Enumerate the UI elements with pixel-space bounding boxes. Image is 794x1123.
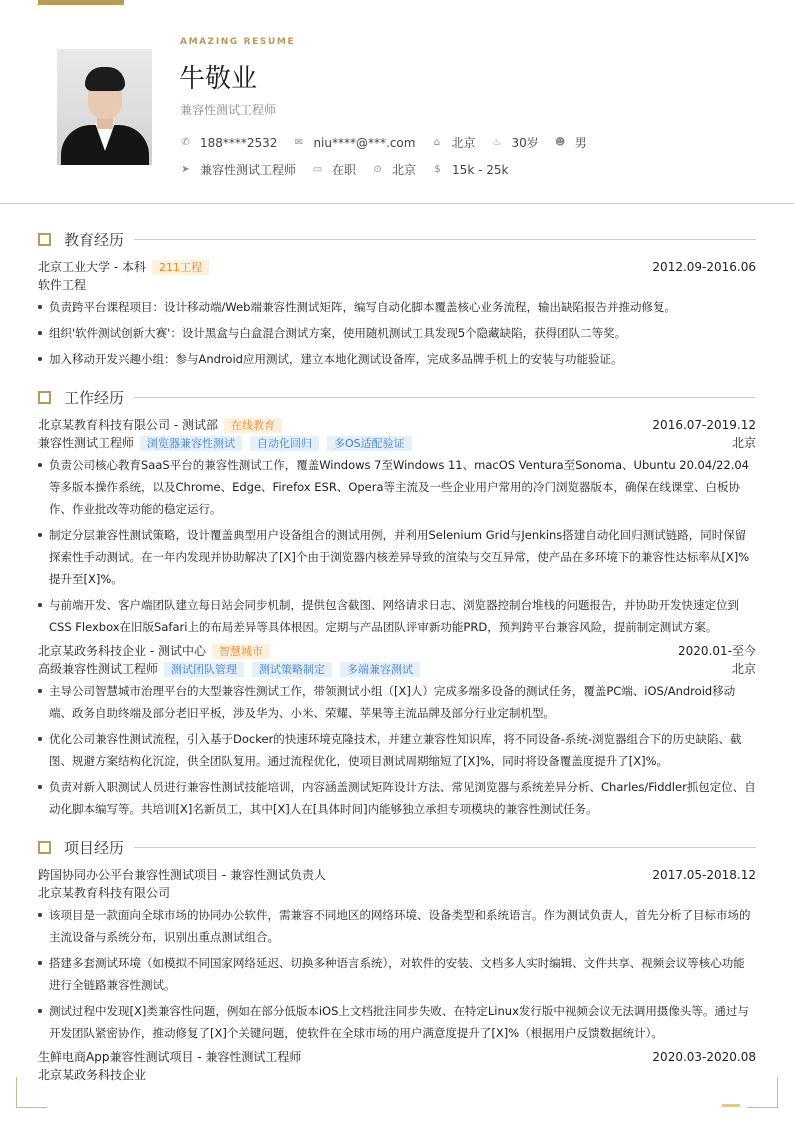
skill-tag: 自动化回归 [250,436,319,451]
info-item [180,136,277,150]
job-bullets [38,680,756,820]
projects-section [38,834,756,1084]
candidate-name: 牛敬业 [179,64,258,94]
project-name: 跨国协同办公平台兼容性测试项目 - 兼容性测试负责人 [38,868,326,882]
contact-row [180,134,603,151]
education-section [38,226,756,370]
work-section [38,384,756,820]
info-text: 30岁 [511,136,539,150]
project-row [38,1048,756,1066]
skill-tag: 浏览器兼容性测试 [140,436,242,451]
job-company-row [38,642,756,660]
send-icon: ➤ [181,164,190,175]
info-text: 男 [574,136,587,150]
list-item: 与前端开发、客户端团队建立每日站会同步机制，提供包含截图、网络请求日志、浏览器控制台堆栈的问题报告，并协助开发快速定位到CSS Flexbox在旧版Safari上的布局差异等具体根因。定期与产品团队评审新功能PRD，预判跨平台兼容风险，提前制定测试方案。 [38,594,756,638]
info-text: 15k - 25k [452,162,509,177]
section-title: 项目经历 [64,838,125,857]
corner-decoration [747,1077,778,1108]
header-divider [0,203,794,204]
list-item: 加入移动开发兴趣小组：参与Android应用测试，建立本地化测试设备库，完成多品牌手机上的安装与功能验证。 [38,348,756,370]
section-header [38,834,756,860]
company-tag: 在线教育 [224,418,282,433]
project-bullets [38,904,756,1044]
skill-tag: 多端兼容测试 [340,662,420,677]
info-item [432,163,508,177]
job-role: 高级兼容性测试工程师 [38,662,159,676]
education-bullets [38,296,756,370]
project-entry [38,1048,756,1084]
list-item: 测试过程中发现[X]类兼容性问题，例如在部分低版本iOS上文档批注同步失败、在特定Linux发行版中视频会议无法调用摄像头等。通过与开发团队紧密协作，推动修复了[X]个关键问题，使软件在全球市场的用户满意度提升了[X]%（根据用户反馈数据统计）。 [38,1000,756,1044]
info-item [180,161,296,178]
education-row [38,258,756,276]
school-tag: 211工程 [152,260,209,275]
cake-icon: ♨ [492,137,502,148]
gender-icon: ☻ [555,137,566,148]
school-name: 北京工业大学 - 本科 [38,260,146,274]
job-role-row [38,660,756,678]
list-item: 负责公司核心教育SaaS平台的兼容性测试工作，覆盖Windows 7至Windows 11、macOS Ventura至Sonoma、Ubuntu 20.04/22.04等多版本操作系统，以及Chrome、Edge、Firefox ESR、Opera等主流及一些企业用户常用的冷门浏览器版本，确保在线课堂、白板协作、作业批改等功能的稳定运行。 [38,454,756,520]
candidate-title: 兼容性测试工程师 [180,103,277,117]
company-tag: 智慧城市 [212,644,270,659]
page-marker [722,1104,740,1107]
info-text: 在职 [332,163,357,177]
job-city: 北京 [731,662,756,676]
info-text: 兼容性测试工程师 [200,163,297,177]
company-name: 北京某政务科技企业 - 测试中心 [38,644,206,658]
job-entry [38,416,756,638]
job-date: 2020.01-至今 [678,644,756,658]
info-item [293,136,415,150]
job-city: 北京 [731,436,756,450]
project-date: 2020.03-2020.08 [652,1050,756,1064]
section-rule [134,239,756,240]
info-text: 北京 [392,163,417,177]
major: 软件工程 [38,278,87,292]
list-item: 优化公司兼容性测试流程，引入基于Docker的快速环境克隆技术，并建立兼容性知识库，将不同设备-系统-浏览器组合下的历史缺陷、截图、规避方案结构化沉淀，供全团队复用。通过流程优化，使项目测试周期缩短了[X]%，同时将设备覆盖度提升了[X]%。 [38,728,756,772]
info-item [312,161,356,178]
section-title: 工作经历 [64,388,125,407]
section-square-icon [38,233,51,246]
project-date: 2017.05-2018.12 [652,868,756,882]
section-header [38,384,756,410]
project-entry [38,866,756,1044]
section-square-icon [38,391,51,404]
resume-label: AMAZING RESUME [180,37,296,47]
info-text: 北京 [451,136,476,150]
list-item: 主导公司智慧城市治理平台的大型兼容性测试工作，带领测试小组（[X]人）完成多端多设备的测试任务，覆盖PC端、iOS/Android移动端、政务自助终端及部分老旧平板，涉及华为、小米、荣耀、苹果等主流品牌及部分行业定制机型。 [38,680,756,724]
list-item: 搭建多套测试环境（如模拟不同国家网络延迟、切换多种语言系统），对软件的安装、文档多人实时编辑、文件共享、视频会议等核心功能进行全链路兼容性测试。 [38,952,756,996]
list-item: 组织'软件测试创新大赛'：设计黑盒与白盒混合测试方案，使用随机测试工具发现5个隐藏缺陷，获得团队二等奖。 [38,322,756,344]
job-entry [38,642,756,820]
mail-icon: ✉ [294,137,304,148]
briefcase-icon: ▭ [312,164,323,175]
profile-photo [57,49,152,165]
section-rule [134,847,756,848]
section-header [38,226,756,252]
section-square-icon [38,841,51,854]
job-role: 兼容性测试工程师 [38,436,135,450]
section-title: 教育经历 [64,230,125,249]
location-icon: ⊙ [373,164,382,175]
corner-decoration [16,1077,47,1108]
phone-icon: ✆ [181,137,190,148]
top-accent-bar [38,0,124,5]
company-name: 北京某教育科技有限公司 - 测试部 [38,418,218,432]
info-text: niu****@***.com [313,135,416,150]
info-text: 188****2532 [200,135,278,150]
list-item: 制定分层兼容性测试策略，设计覆盖典型用户设备组合的测试用例，并利用Selenium Grid与Jenkins搭建自动化回归测试链路，同时保留探索性手动测试。在一年内发现并协助解决了[X]个由于浏览器内核差异导致的渲染与交互异常，使产品在多环境下的兼容性达标率从[X]%提升至[X]%。 [38,524,756,590]
info-item [431,134,475,151]
project-org: 北京某政务科技企业 [38,1068,147,1082]
salary-icon: $ [434,164,441,175]
job-bullets [38,454,756,638]
section-rule [134,397,756,398]
resume-body [38,226,756,1098]
project-name: 生鲜电商App兼容性测试项目 - 兼容性测试工程师 [38,1050,302,1064]
project-row [38,866,756,884]
list-item: 负责跨平台课程项目：设计移动端/Web端兼容性测试矩阵，编写自动化脚本覆盖核心业务流程，输出缺陷报告并推动修复。 [38,296,756,318]
list-item: 负责对新入职测试人员进行兼容性测试技能培训，内容涵盖测试矩阵设计方法、常见浏览器与系统差异分析、Charles/Fiddler抓包定位、自动化脚本编写等。共培训[X]名新员工，其中[X]人在[具体时间]内能够独立承担专项模块的兼容性测试任务。 [38,776,756,820]
home-icon: ⌂ [433,137,441,148]
info-item [491,134,538,151]
info-item [372,161,416,178]
skill-tag: 测试团队管理 [164,662,244,677]
job-date: 2016.07-2019.12 [652,418,756,432]
education-date: 2012.09-2016.06 [652,260,756,274]
skill-tag: 多OS适配验证 [327,436,412,451]
list-item: 该项目是一款面向全球市场的协同办公软件，需兼容不同地区的网络环境、设备类型和系统语言。作为测试负责人，首先分析了目标市场的主流设备与系统分布，识别出重点测试组合。 [38,904,756,948]
skill-tag: 测试策略制定 [252,662,332,677]
job-company-row [38,416,756,434]
job-role-row [38,434,756,452]
project-org: 北京某教育科技有限公司 [38,886,171,900]
job-intent-row [180,161,524,178]
info-item [555,134,587,151]
